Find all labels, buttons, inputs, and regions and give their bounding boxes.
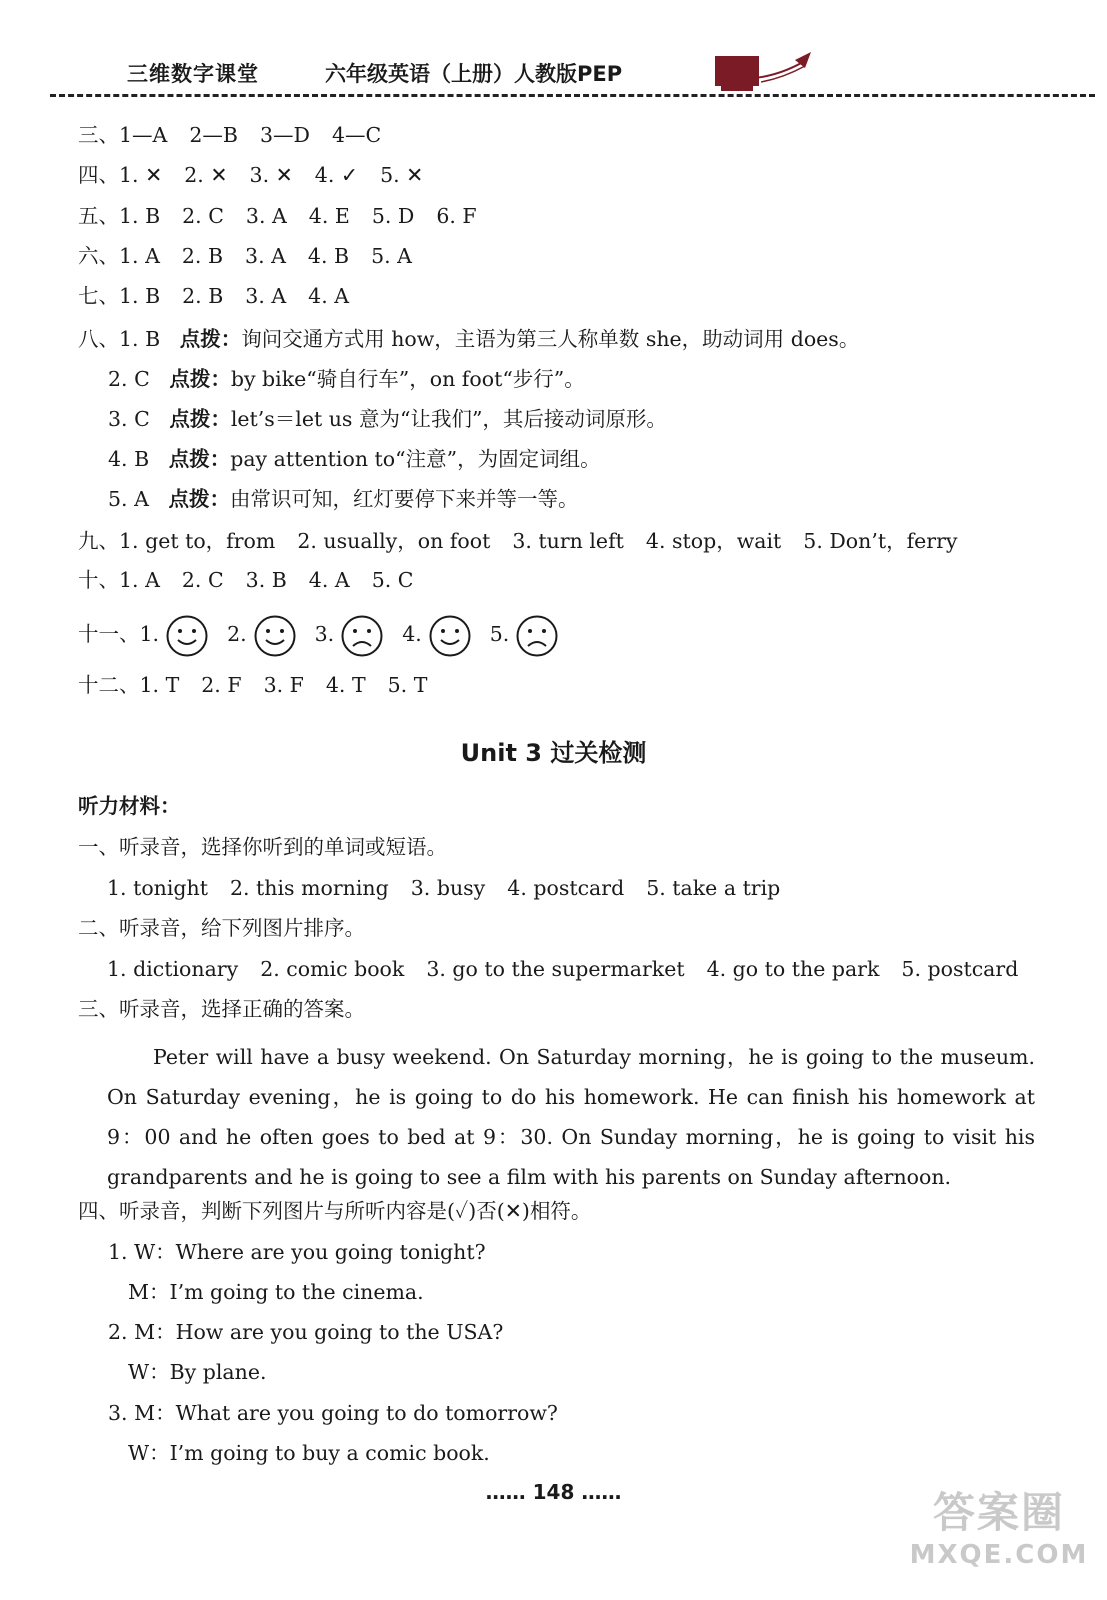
page-number: …… 148 …… — [485, 1480, 622, 1504]
happy-face-icon — [428, 614, 472, 658]
answer-section-5: 五、1. B 2. C 3. A 4. E 5. D 6. F — [78, 204, 477, 228]
sad-face-icon — [515, 614, 559, 658]
dialogue-line: 2. M：How are you going to the USA? — [108, 1320, 504, 1344]
watermark-url: MXQE.COM — [909, 1540, 1089, 1570]
brand-title: 三维数字课堂 — [127, 62, 259, 86]
answer-section-7: 七、1. B 2. B 3. A 4. A — [78, 284, 350, 308]
dialogue-line: M：I’m going to the cinema. — [128, 1280, 424, 1304]
dialogue-line: 1. W：Where are you going tonight? — [108, 1240, 486, 1264]
part-1-heading: 一、听录音，选择你听到的单词或短语。 — [78, 835, 447, 859]
listening-material-label: 听力材料： — [78, 794, 181, 818]
part-2-heading: 二、听录音，给下列图片排序。 — [78, 916, 365, 940]
answer-section-8-item-4: 4. B 点拨：pay attention to“注意”，为固定词组。 — [108, 447, 601, 471]
unit-title: Unit 3 过关检测 — [460, 739, 647, 767]
answer-section-11: 十一、1. 2. 3. 4. 5. — [78, 612, 577, 658]
dialogue-line: W：By plane. — [128, 1360, 267, 1384]
answer-section-3: 三、1—A 2—B 3—D 4—C — [78, 123, 382, 147]
book-subtitle: 六年级英语（上册）人教版PEP — [325, 62, 623, 86]
part-4-heading: 四、听录音，判断下列图片与所听内容是(✓)否(✕)相符。 — [78, 1199, 592, 1223]
answer-section-6: 六、1. A 2. B 3. A 4. B 5. A — [78, 244, 412, 268]
answer-section-8-item-5: 5. A 点拨：由常识可知，红灯要停下来并等一等。 — [108, 487, 579, 511]
answer-section-8-item-2: 2. C 点拨：by bike“骑自行车”，on foot“步行”。 — [108, 367, 585, 391]
page-header — [0, 0, 1107, 105]
happy-face-icon — [165, 614, 209, 658]
answer-section-4: 四、1. ✕ 2. ✕ 3. ✕ 4. ✓ 5. ✕ — [78, 163, 424, 187]
watermark-logo-text: 答案圈 — [932, 1488, 1065, 1537]
answer-section-10: 十、1. A 2. C 3. B 4. A 5. C — [78, 568, 414, 592]
dialogue-line: 3. M：What are you going to do tomorrow? — [108, 1401, 558, 1425]
answer-section-8-item-1: 八、1. B 点拨：询问交通方式用 how，主语为第三人称单数 she，助动词用 does。 — [78, 327, 860, 351]
part-3-passage: Peter will have a busy weekend. On Saturday morning，he is going to the museum. On Saturday evening，he is going to do his homework. He can finish his homework at 9：00 and he often goes to bed at 9：30. On Sunday morning，he is going to visit his grandparents and he is going to see a film with his parents on Sunday afternoon. — [107, 1045, 1035, 1189]
answer-section-8-item-3: 3. C 点拨：let’s＝let us 意为“让我们”，其后接动词原形。 — [108, 407, 667, 431]
part-1-items: 1. tonight 2. this morning 3. busy 4. postcard 5. take a trip — [107, 876, 781, 900]
sad-face-icon — [340, 614, 384, 658]
happy-face-icon — [253, 614, 297, 658]
header-divider — [50, 94, 1095, 97]
answer-section-9: 九、1. get to，from 2. usually，on foot 3. turn left 4. stop，wait 5. Don’t，ferry — [78, 529, 958, 553]
part-3-heading: 三、听录音，选择正确的答案。 — [78, 997, 365, 1021]
watermark — [909, 1480, 1089, 1595]
rocket-logo-icon — [715, 50, 815, 98]
dialogue-line: W：I’m going to buy a comic book. — [128, 1441, 490, 1465]
part-2-items: 1. dictionary 2. comic book 3. go to the supermarket 4. go to the park 5. postcard — [107, 957, 1019, 981]
answer-section-12: 十二、1. T 2. F 3. F 4. T 5. T — [78, 673, 428, 697]
